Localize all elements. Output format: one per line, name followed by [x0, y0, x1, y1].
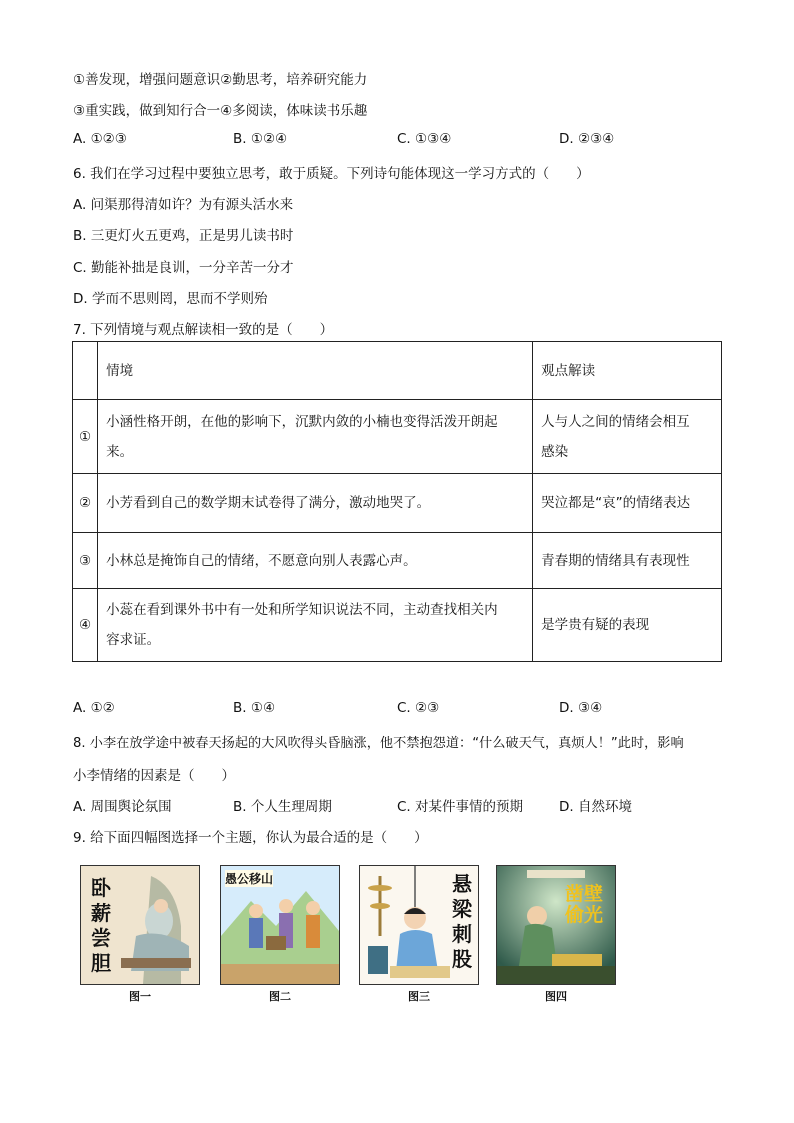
q8-stem-line-1: 8. 小李在放学途中被春天扬起的大风吹得头昏脑涨，他不禁抱怨道：“什么破天气，真烦人！”此时，影响 [73, 736, 684, 751]
picture-1-caption: 图一 [129, 990, 151, 1003]
q5-option-d[interactable]: D. ②③④ [559, 131, 615, 147]
q5-options [73, 131, 723, 151]
q8-option-c[interactable]: C. 对某件事情的预期 [397, 799, 524, 815]
q5-statement-1: ①善发现，增强问题意识②勤思考，培养研究能力 [73, 72, 368, 88]
q8-stem-line-2: 小李情绪的因素是（ ） [73, 768, 235, 784]
row-view: 哭泣都是“哀”的情绪表达 [533, 474, 722, 533]
row-number: ③ [73, 533, 98, 589]
row-view: 青春期的情绪具有表现性 [533, 533, 722, 589]
table-row [73, 474, 722, 533]
picture-3-caption: 图三 [408, 990, 430, 1003]
q6-option-a[interactable]: A. 问渠那得清如许？为有源头活水来 [73, 197, 294, 213]
q7-stem: 7. 下列情境与观点解读相一致的是（ ） [73, 322, 334, 338]
picture-1-illustration [80, 865, 200, 985]
q7-options [73, 700, 723, 720]
q7-option-a[interactable]: A. ①② [73, 700, 115, 716]
picture-4-title: 凿壁 偷光 [565, 883, 604, 926]
q5-option-c[interactable]: C. ①③④ [397, 131, 452, 147]
q5-option-a[interactable]: A. ①②③ [73, 131, 127, 147]
q5-option-b[interactable]: B. ①②④ [233, 131, 288, 147]
q6-option-d[interactable]: D. 学而不思则罔，思而不学则殆 [73, 291, 268, 307]
q8-option-d[interactable]: D. 自然环境 [559, 799, 632, 815]
picture-3 [359, 865, 479, 1004]
q7-option-d[interactable]: D. ③④ [559, 700, 603, 716]
table-header-view: 观点解读 [533, 342, 722, 400]
table-header-situation: 情境 [98, 342, 533, 400]
row-situation: 小蕊在看到课外书中有一处和所学知识说法不同，主动查找相关内 容求证。 [98, 589, 533, 662]
q6-option-b[interactable]: B. 三更灯火五更鸡，正是男儿读书时 [73, 228, 294, 244]
picture-4-illustration [496, 865, 616, 985]
row-view: 是学贵有疑的表现 [533, 589, 722, 662]
q8-options [73, 795, 723, 815]
picture-4-caption: 图四 [545, 990, 567, 1003]
row-view: 人与人之间的情绪会相互 感染 [533, 400, 722, 474]
row-situation: 小芳看到自己的数学期末试卷得了满分，激动地哭了。 [98, 474, 533, 533]
row-situation: 小林总是掩饰自己的情绪，不愿意向别人表露心声。 [98, 533, 533, 589]
table-row [73, 589, 722, 662]
table-row [73, 400, 722, 474]
table-row [73, 533, 722, 589]
q7-table [72, 341, 722, 662]
picture-1 [80, 865, 200, 1004]
q6-option-c[interactable]: C. 勤能补拙是良训，一分辛苦一分才 [73, 260, 294, 276]
picture-2 [220, 865, 340, 1004]
picture-2-title: 愚公移山 [225, 872, 274, 886]
q5-statement-2: ③重实践，做到知行合一④多阅读，体味读书乐趣 [73, 103, 368, 119]
picture-2-caption: 图二 [269, 990, 291, 1003]
q8-option-a[interactable]: A. 周围舆论氛围 [73, 799, 172, 815]
q7-option-c[interactable]: C. ②③ [397, 700, 440, 716]
row-number: ① [73, 400, 98, 474]
q9-stem: 9. 给下面四幅图选择一个主题，你认为最合适的是（ ） [73, 830, 428, 846]
row-situation: 小涵性格开朗，在他的影响下，沉默内敛的小楠也变得活泼开朗起 来。 [98, 400, 533, 474]
q6-stem: 6. 我们在学习过程中要独立思考，敢于质疑。下列诗句能体现这一学习方式的（ ） [73, 166, 590, 182]
row-number: ④ [73, 589, 98, 662]
picture-1-title: 卧 薪 尝 胆 [91, 876, 111, 975]
q7-option-b[interactable]: B. ①④ [233, 700, 276, 716]
picture-2-illustration [220, 865, 340, 985]
picture-3-illustration [359, 865, 479, 985]
picture-4 [496, 865, 616, 1004]
picture-3-title: 悬 梁 刺 股 [452, 872, 472, 971]
table-header-row [73, 342, 722, 400]
table-header-num [73, 342, 98, 400]
row-number: ② [73, 474, 98, 533]
q8-option-b[interactable]: B. 个人生理周期 [233, 799, 332, 815]
